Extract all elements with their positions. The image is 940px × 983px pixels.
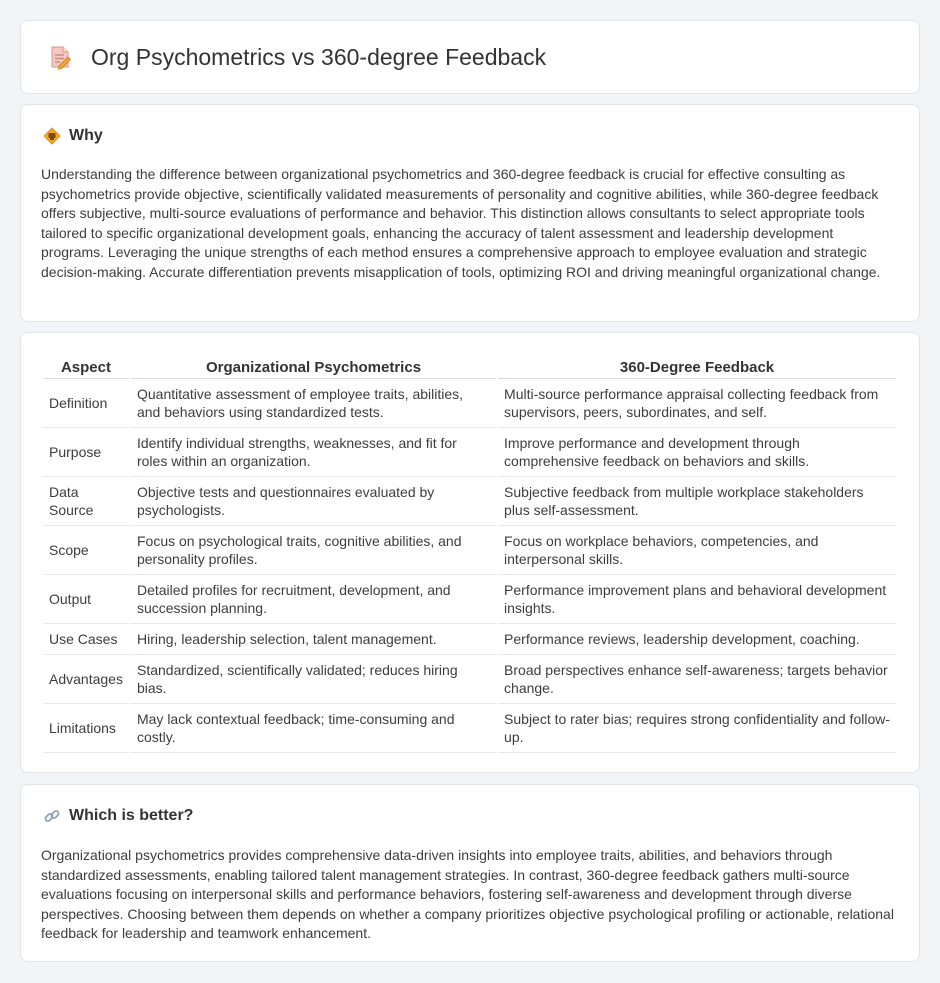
comparison-table xyxy=(41,353,898,753)
feedback-cell: Broad perspectives enhance self-awareness; targets behavior change. xyxy=(498,655,896,704)
why-section xyxy=(20,104,920,322)
which-is-better-text: Organizational psychometrics provides comprehensive data-driven insights into employee traits, abilities, and behaviors through standardized assessments, enabling tailored talent management strategies. In contrast, 360-degree feedback gathers multi-source evaluations focusing on interpersonal skills and performance behaviors, fostering self-awareness and development through diverse perspectives. Choosing between them depends on whether a company prioritizes objective psychological profiling or actionable, relational feedback for leadership and teamwork enhancement. xyxy=(41,847,894,941)
table-row xyxy=(43,655,896,704)
table-row xyxy=(43,379,896,428)
feedback-cell: Multi-source performance appraisal collecting feedback from supervisors, peers, subordinates, and self. xyxy=(498,379,896,428)
page-title: Org Psychometrics vs 360-degree Feedback xyxy=(91,43,547,70)
psychometrics-cell: Detailed profiles for recruitment, development, and succession planning. xyxy=(131,575,496,624)
why-title: Why xyxy=(69,127,103,144)
table-row xyxy=(43,624,896,655)
table-row xyxy=(43,575,896,624)
header-card xyxy=(20,20,920,94)
psychometrics-cell: Objective tests and questionnaires evaluated by psychologists. xyxy=(131,477,496,526)
psychometrics-cell: Quantitative assessment of employee traits, abilities, and behaviors using standardized tests. xyxy=(131,379,496,428)
aspect-cell: Purpose xyxy=(43,428,129,477)
why-text: Understanding the difference between organizational psychometrics and 360-degree feedback is crucial for effective consulting as psychometrics provide objective, scientifically validated measurements of personality and cognitive abilities, while 360-degree feedback offers subjective, multi-source evaluations of performance and behavior. This distinction allows consultants to select appropriate tools tailored to specific organizational development goals, enhancing the accuracy of talent assessment and leadership development programs. Leveraging the unique strengths of each method ensures a comprehensive approach to employee evaluation and strategic decision-making. Accurate differentiation prevents misapplication of tools, optimizing ROI and driving meaningful organizational change. xyxy=(41,166,881,280)
aspect-cell: Use Cases xyxy=(43,624,129,655)
feedback-cell: Subjective feedback from multiple workplace stakeholders plus self-assessment. xyxy=(498,477,896,526)
feedback-cell: Focus on workplace behaviors, competencies, and interpersonal skills. xyxy=(498,526,896,575)
table-header-row xyxy=(43,353,896,379)
psychometrics-cell: Focus on psychological traits, cognitive abilities, and personality profiles. xyxy=(131,526,496,575)
psychometrics-cell: Standardized, scientifically validated; reduces hiring bias. xyxy=(131,655,496,704)
table-row xyxy=(43,477,896,526)
link-icon xyxy=(43,807,61,825)
column-header-feedback: 360-Degree Feedback xyxy=(498,353,896,379)
psychometrics-cell: Hiring, leadership selection, talent management. xyxy=(131,624,496,655)
comparison-card xyxy=(20,332,920,773)
aspect-cell: Output xyxy=(43,575,129,624)
column-header-psychometrics: Organizational Psychometrics xyxy=(131,353,496,379)
warning-diamond-icon xyxy=(43,127,61,145)
table-row xyxy=(43,526,896,575)
feedback-cell: Performance improvement plans and behavioral development insights. xyxy=(498,575,896,624)
aspect-cell: Limitations xyxy=(43,704,129,753)
table-row xyxy=(43,428,896,477)
aspect-cell: Scope xyxy=(43,526,129,575)
feedback-cell: Performance reviews, leadership development, coaching. xyxy=(498,624,896,655)
which-is-better-title: Which is better? xyxy=(69,807,194,824)
column-header-aspect: Aspect xyxy=(43,353,129,379)
psychometrics-cell: Identify individual strengths, weaknesses, and fit for roles within an organization. xyxy=(131,428,496,477)
document-pencil-icon xyxy=(47,44,73,70)
aspect-cell: Definition xyxy=(43,379,129,428)
feedback-cell: Subject to rater bias; requires strong confidentiality and follow-up. xyxy=(498,704,896,753)
aspect-cell: Advantages xyxy=(43,655,129,704)
aspect-cell: Data Source xyxy=(43,477,129,526)
table-row xyxy=(43,704,896,753)
psychometrics-cell: May lack contextual feedback; time-consuming and costly. xyxy=(131,704,496,753)
which-is-better-section xyxy=(20,784,920,962)
feedback-cell: Improve performance and development through comprehensive feedback on behaviors and skills. xyxy=(498,428,896,477)
